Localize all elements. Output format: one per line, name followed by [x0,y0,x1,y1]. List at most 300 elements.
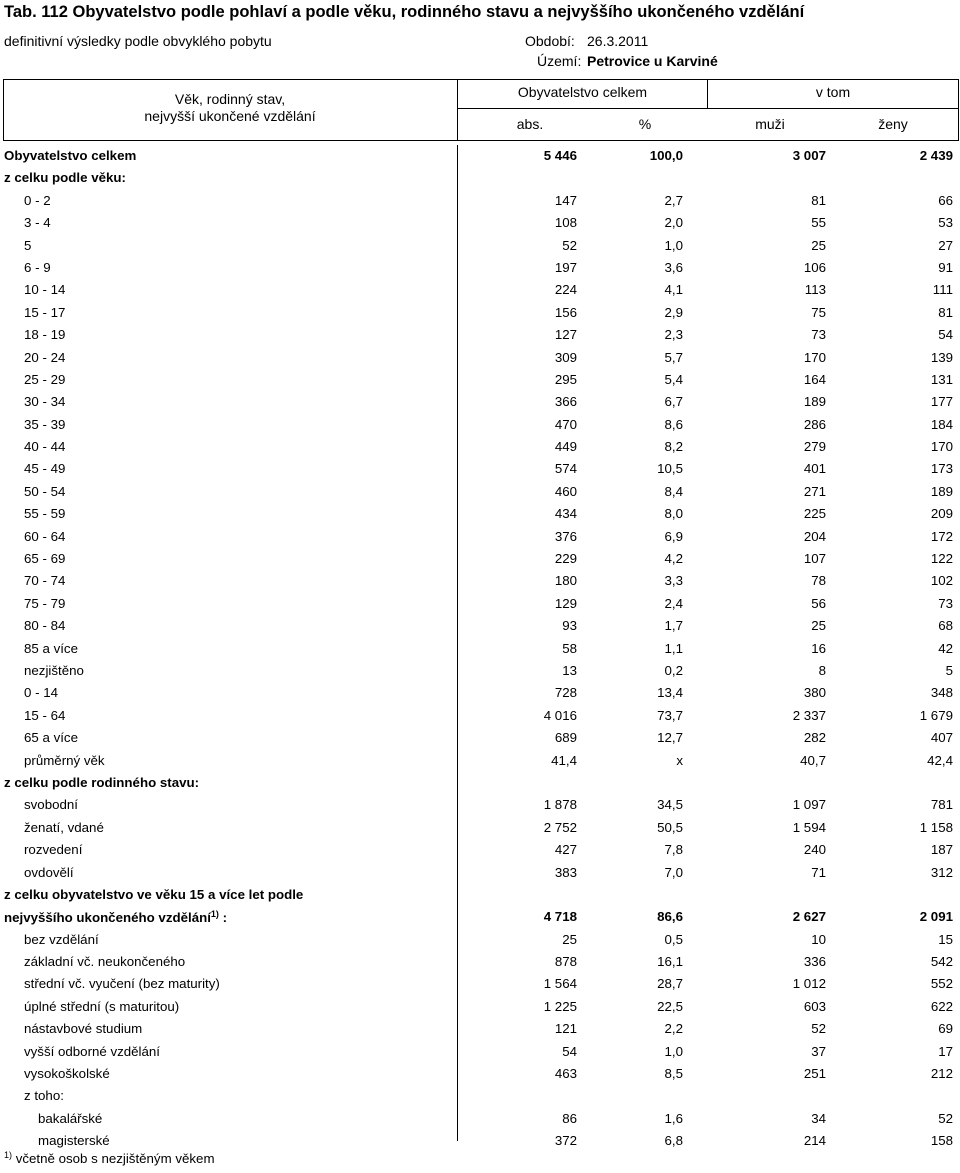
cell-pct: 2,4 [664,595,683,611]
cell-pct: 10,5 [657,461,683,477]
cell-abs: 878 [554,954,577,970]
row-label-text: 20 - 24 [24,349,66,365]
cell-women: 184 [930,416,953,432]
cell-abs: 13 [562,662,577,678]
cell-pct: 1,0 [664,237,683,253]
cell-pct: 8,6 [664,416,683,432]
table-row [0,503,960,525]
cell-pct: 1,6 [664,1110,683,1126]
cell-abs: 427 [554,842,577,858]
cell-pct: 28,7 [657,976,683,992]
row-label-text: 10 - 14 [24,282,66,298]
cell-abs: 52 [562,237,577,253]
row-label-text: 15 - 64 [24,707,66,723]
cell-abs: 156 [554,304,577,320]
table-row [0,705,960,727]
footnote [4,1150,215,1166]
row-label [38,1111,102,1126]
footnote-text: včetně osob s nezjištěným věkem [12,1151,215,1166]
cell-women: 102 [930,573,953,589]
row-label [4,148,136,163]
cell-pct: 6,8 [664,1133,683,1149]
cell-pct: 5,7 [664,349,683,365]
table-row [0,481,960,503]
cell-pct: 7,0 [664,864,683,880]
cell-abs: 224 [554,282,577,298]
cell-abs: 25 [562,931,577,947]
table-row [0,391,960,413]
row-label-text: 50 - 54 [24,483,66,499]
cell-women: 622 [930,998,953,1014]
row-label-text: Obyvatelstvo celkem [4,148,137,163]
row-label-text: z celku podle věku: [4,170,126,186]
cell-pct: 7,8 [664,842,683,858]
row-label-text: svobodní [24,797,78,813]
cell-abs: 4 016 [543,707,577,723]
cell-men: 75 [811,304,826,320]
row-label [24,1066,110,1081]
cell-women: 131 [930,371,953,387]
table-row [0,279,960,301]
cell-men: 107 [803,551,826,567]
cell-men: 56 [811,595,826,611]
cell-men: 251 [803,1066,826,1082]
table-row [0,660,960,682]
cell-men: 3 007 [792,148,826,163]
table-row [0,884,960,906]
cell-men: 113 [804,282,826,298]
row-label [24,305,65,320]
row-label [24,439,65,454]
row-label [24,461,65,476]
cell-pct: 12,7 [657,730,683,746]
cell-women: 552 [930,976,953,992]
row-label [4,887,303,902]
cell-men: 55 [811,215,826,231]
cell-pct: 100,0 [649,148,683,163]
cell-women: 42 [938,640,953,656]
row-label [24,372,65,387]
row-label [24,238,31,253]
row-label [4,775,199,790]
cell-women: 5 [945,662,953,678]
row-label [24,685,58,700]
cell-abs: 197 [554,259,577,275]
period-value: 26.3.2011 [587,33,649,49]
row-label-text: základní vč. neukončeného [24,954,186,970]
row-label [24,506,65,521]
row-label [24,1021,142,1036]
cell-men: 73 [811,327,826,343]
row-label-text: vyšší odborné vzdělání [24,1043,161,1059]
cell-pct: 8,4 [664,483,683,499]
cell-men: 204 [803,528,826,544]
cell-women: 66 [938,192,953,208]
cell-men: 81 [811,192,826,208]
cell-men: 401 [803,461,826,477]
row-label [24,954,185,969]
cell-women: 111 [932,282,953,298]
cell-abs: 383 [554,864,577,880]
table-row [0,772,960,794]
cell-pct: 16,1 [657,954,683,970]
table-row [0,167,960,189]
header-left-border [3,79,4,141]
table-row [0,548,960,570]
cell-women: 53 [938,215,953,231]
table-row [0,727,960,749]
cell-abs: 54 [562,1043,577,1059]
row-label [24,641,78,656]
row-label-text: 0 - 14 [24,685,59,701]
cell-men: 279 [803,439,826,455]
table-row [0,615,960,637]
table-row [0,302,960,324]
cell-men: 271 [803,483,826,499]
cell-abs: 366 [554,394,577,410]
table-row [0,1041,960,1063]
cell-men: 336 [803,954,826,970]
cell-abs: 372 [554,1133,577,1149]
cell-women: 17 [938,1043,953,1059]
cell-women: 177 [930,394,953,410]
cell-men: 37 [811,1043,826,1059]
cell-abs: 574 [554,461,577,477]
table-row [0,862,960,884]
table-title: Tab. 112 Obyvatelstvo podle pohlaví a podle věku, rodinného stavu a nejvyššího ukončeného vzdělání [4,3,805,21]
cell-women: 42,4 [927,752,953,768]
row-label [24,999,179,1014]
cell-abs: 4 718 [543,909,577,925]
cell-abs: 229 [554,551,577,567]
row-label [24,260,51,275]
cell-abs: 93 [562,618,577,634]
cell-women: 27 [938,237,953,253]
cell-men: 1 594 [792,819,826,835]
cell-women: 173 [930,461,953,477]
row-label-text: 65 - 69 [24,551,66,567]
row-label-text: střední vč. vyučení (bez maturity) [24,976,220,992]
table-row [0,973,960,995]
row-label-text: 45 - 49 [24,461,66,477]
table-row [0,257,960,279]
row-label [38,1133,110,1148]
table-row [0,839,960,861]
cell-pct: 1,7 [664,618,683,634]
header-bottom-border [3,140,958,141]
row-label [24,976,220,991]
cell-pct: 2,0 [664,215,683,231]
cell-women: 54 [938,327,953,343]
table-row [0,929,960,951]
row-label-text: 18 - 19 [24,327,66,343]
row-label-text: 75 - 79 [24,595,66,611]
cell-women: 1 158 [919,819,953,835]
footnote-ref: 1) [210,909,219,920]
row-label-text: 3 - 4 [24,215,51,231]
row-label [24,282,65,297]
cell-women: 158 [930,1133,953,1149]
table-body [0,145,960,1153]
row-label [4,909,227,925]
cell-men: 25 [811,618,826,634]
col-header-pct: % [638,116,652,132]
cell-pct: 4,1 [664,282,683,298]
cell-men: 170 [803,349,826,365]
cell-men: 2 627 [792,909,826,925]
cell-pct: 73,7 [657,707,683,723]
cell-abs: 376 [554,528,577,544]
row-label [24,663,84,678]
row-label [4,170,126,185]
row-label-text: úplné střední (s maturitou) [24,998,180,1014]
cell-women: 15 [938,931,953,947]
cell-men: 106 [803,259,826,275]
cell-pct: 6,7 [664,394,683,410]
cell-pct: 13,4 [657,685,683,701]
cell-abs: 434 [554,506,577,522]
cell-pct: 22,5 [657,998,683,1014]
row-label-text: bez vzdělání [24,931,99,947]
row-label-text: nezjištěno [24,662,84,678]
cell-women: 122 [930,551,953,567]
table-row [0,414,960,436]
row-label [24,327,65,342]
row-label [24,551,65,566]
row-label-text: nejvyššího ukončeného vzdělání [4,910,211,926]
table-row [0,817,960,839]
cell-men: 286 [803,416,826,432]
row-label-text: 15 - 17 [24,304,66,320]
cell-men: 78 [811,573,826,589]
cell-men: 214 [803,1133,826,1149]
cell-abs: 449 [554,439,577,455]
header-top-border [3,79,958,80]
cell-pct: 1,1 [664,640,683,656]
row-label [24,215,51,230]
table-row [0,1085,960,1107]
row-label-text: nástavbové studium [24,1021,143,1037]
table-row [0,570,960,592]
cell-abs: 1 225 [543,998,577,1014]
cell-pct: 86,6 [657,909,683,925]
row-label-text: 60 - 64 [24,528,66,544]
row-label [24,797,78,812]
col-header-abs: abs. [516,116,544,132]
row-label-text: z celku obyvatelstvo ve věku 15 a více let podle [4,886,304,902]
cell-abs: 86 [562,1110,577,1126]
row-label-text: 0 - 2 [24,192,51,208]
cell-men: 2 337 [792,707,826,723]
cell-women: 139 [930,349,953,365]
cell-men: 52 [811,1021,826,1037]
cell-women: 73 [938,595,953,611]
cell-men: 164 [803,371,826,387]
cell-men: 603 [803,998,826,1014]
cell-abs: 108 [554,215,577,231]
cell-abs: 309 [554,349,577,365]
cell-women: 209 [930,506,953,522]
row-label-text: 70 - 74 [24,573,66,589]
col-header-total: Obyvatelstvo celkem [517,84,648,100]
cell-women: 69 [938,1021,953,1037]
cell-pct: 8,2 [664,439,683,455]
cell-abs: 460 [554,483,577,499]
row-label-text: 40 - 44 [24,439,66,455]
cell-women: 68 [938,618,953,634]
col-header-of-which: v tom [815,84,851,100]
cell-men: 225 [803,506,826,522]
row-label-text: rozvedení [24,842,83,858]
cell-abs: 728 [554,685,577,701]
cell-pct: 6,9 [664,528,683,544]
row-label [24,1088,64,1103]
territory-value: Petrovice u Karviné [587,53,718,69]
row-label [24,1044,160,1059]
cell-women: 1 679 [919,707,953,723]
table-row [0,235,960,257]
table-row [0,906,960,928]
row-label [24,842,82,857]
cell-women: 52 [938,1110,953,1126]
row-label-text: 85 a více [24,640,78,656]
cell-men: 16 [811,640,826,656]
row-label [24,932,99,947]
table-row [0,996,960,1018]
cell-pct: 4,2 [664,551,683,567]
cell-women: 2 091 [919,909,953,925]
footnote-mark: 1) [4,1150,13,1160]
table-row [0,1018,960,1040]
cell-abs: 470 [554,416,577,432]
header-right-border [958,79,959,141]
period-label: Období: [525,33,575,49]
cell-abs: 5 446 [543,148,577,163]
cell-women: 542 [930,954,953,970]
cell-pct: 2,9 [664,304,683,320]
cell-men: 34 [811,1110,826,1126]
cell-men: 1 012 [792,976,826,992]
table-row [0,212,960,234]
cell-women: 407 [930,730,953,746]
row-label-text: vysokoškolské [24,1066,110,1082]
cell-men: 189 [803,394,826,410]
cell-women: 91 [938,259,953,275]
cell-men: 1 097 [792,797,826,813]
cell-men: 40,7 [800,752,826,768]
cell-abs: 41,4 [551,752,577,768]
cell-abs: 129 [554,595,577,611]
table-row [0,145,960,167]
row-label [24,708,65,723]
table-row [0,458,960,480]
row-label-text: 5 [24,237,32,253]
table-row [0,951,960,973]
row-label-text: magisterské [38,1133,110,1149]
table-row [0,682,960,704]
cell-pct: x [676,752,683,768]
cell-men: 8 [818,662,826,678]
cell-men: 25 [811,237,826,253]
row-label-text: ženatí, vdané [24,819,104,835]
row-label-text: 35 - 39 [24,416,66,432]
row-label-text: průměrný věk [24,752,105,768]
col-header-women: ženy [878,116,908,132]
table-row [0,638,960,660]
table-row [0,794,960,816]
row-label [24,573,65,588]
cell-abs: 1 878 [543,797,577,813]
cell-abs: 689 [554,730,577,746]
row-label-text: ovdovělí [24,864,74,880]
row-label [24,529,65,544]
cell-pct: 5,4 [664,371,683,387]
cell-pct: 3,3 [664,573,683,589]
cell-pct: 3,6 [664,259,683,275]
row-label-text: bakalářské [38,1110,103,1126]
row-label-text: z toho: [24,1088,64,1104]
cell-abs: 1 564 [543,976,577,992]
table-row [0,593,960,615]
table-header [0,79,960,141]
row-label [24,618,65,633]
cell-women: 312 [930,864,953,880]
row-label [24,596,65,611]
table-row [0,190,960,212]
table-row [0,369,960,391]
table-row [0,436,960,458]
cell-women: 81 [938,304,953,320]
cell-men: 10 [811,931,826,947]
cell-women: 172 [930,528,953,544]
row-label-text: 65 a více [24,730,78,746]
table-row [0,324,960,346]
row-label-text: 55 - 59 [24,506,66,522]
row-label-text: 80 - 84 [24,618,66,634]
row-label-text: z celku podle rodinného stavu: [4,774,200,790]
row-label-text: 25 - 29 [24,371,66,387]
row-header-line1: Věk, rodinný stav, [174,91,286,107]
table-subtitle: definitivní výsledky podle obvyklého pobytu [4,33,272,49]
row-header-line2: nejvyšší ukončené vzdělání [144,108,316,124]
table-row [0,1108,960,1130]
cell-pct: 0,5 [664,931,683,947]
row-label [24,417,65,432]
row-label-suffix: : [218,910,228,926]
cell-men: 380 [803,685,826,701]
cell-men: 240 [803,842,826,858]
cell-abs: 147 [554,192,577,208]
cell-pct: 2,3 [664,327,683,343]
cell-pct: 8,5 [664,1066,683,1082]
row-label [24,820,104,835]
cell-women: 187 [930,842,953,858]
cell-abs: 127 [554,327,577,343]
cell-abs: 180 [554,573,577,589]
table-row [0,1063,960,1085]
cell-abs: 121 [554,1021,577,1037]
cell-abs: 463 [554,1066,577,1082]
row-label [24,753,105,768]
cell-men: 71 [811,864,826,880]
cell-pct: 34,5 [657,797,683,813]
cell-pct: 0,2 [664,662,683,678]
cell-women: 170 [930,439,953,455]
cell-women: 212 [930,1066,953,1082]
row-label-text: 30 - 34 [24,394,66,410]
table-row [0,347,960,369]
territory-label: Území: [537,53,582,69]
